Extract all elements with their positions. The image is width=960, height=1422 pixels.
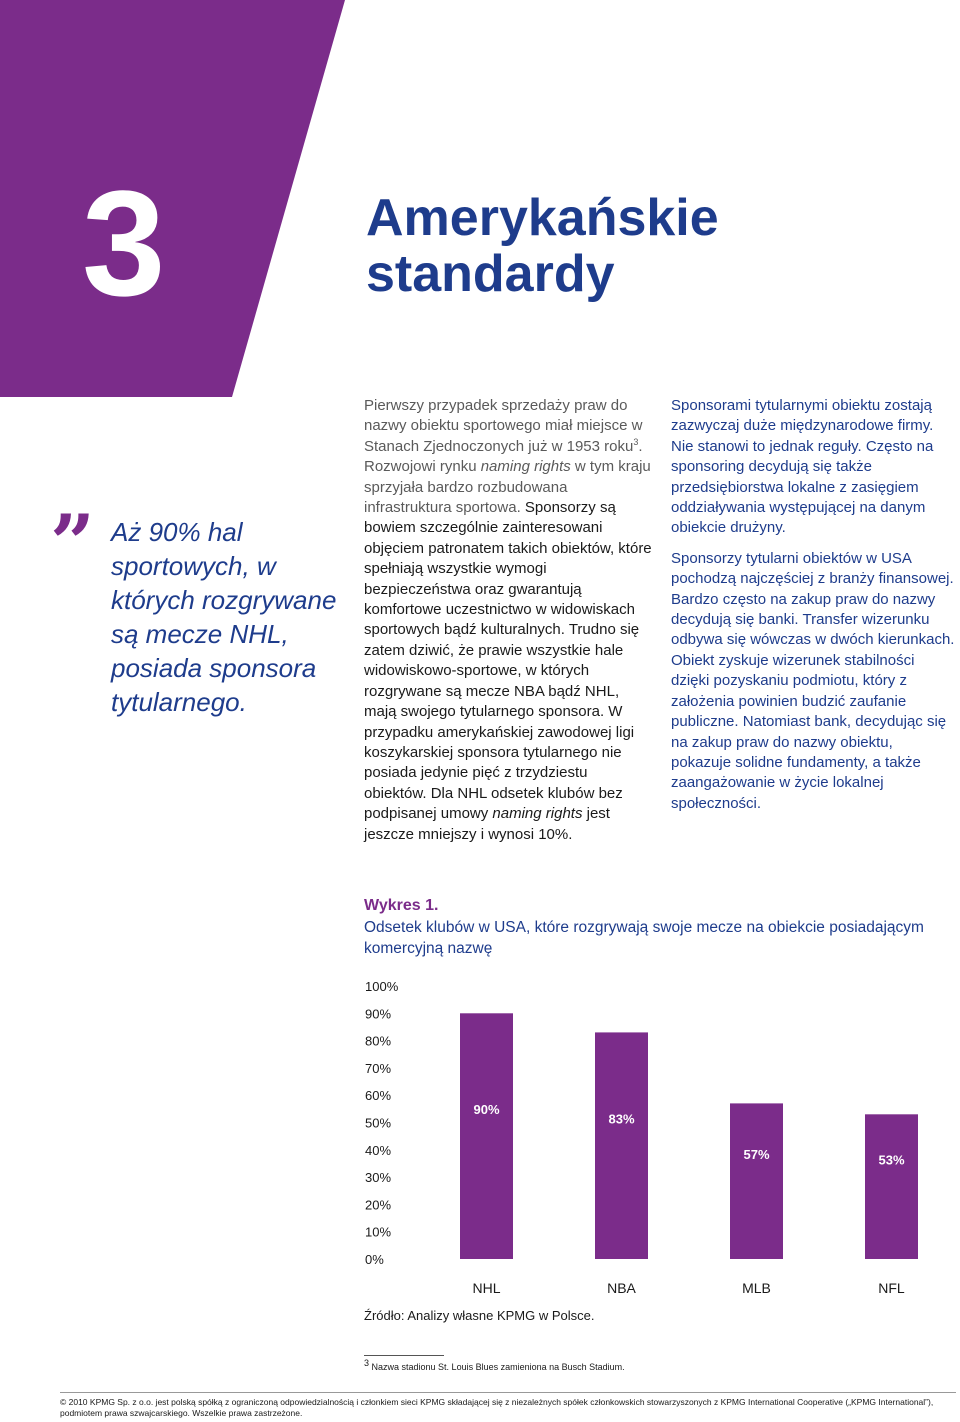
y-tick-label: 0% <box>365 1252 384 1267</box>
bar-mlb <box>730 1103 783 1259</box>
bar-value-label: 57% <box>743 1147 770 1163</box>
chapter-title <box>366 190 719 302</box>
footnote-text: Nazwa stadionu St. Louis Blues zamieniona na Busch Stadium. <box>369 1362 625 1372</box>
y-tick-label: 30% <box>365 1170 392 1186</box>
intro-text-end: w tym kraju sprzyjała bardzo rozbudowana infrastruktura sportowa. <box>364 458 651 517</box>
y-tick-label: 20% <box>365 1197 392 1213</box>
bar-nhl <box>460 1013 513 1259</box>
x-category-label: NHL <box>472 1280 501 1296</box>
bar-value-label: 90% <box>473 1102 500 1118</box>
y-tick-label: 100% <box>365 979 399 994</box>
chart-label: Wykres 1. <box>364 897 439 914</box>
y-tick-label: 10% <box>365 1224 392 1240</box>
bar-chart <box>360 975 940 1305</box>
bar-value-label: 83% <box>608 1111 635 1127</box>
y-tick-label: 70% <box>365 1060 392 1076</box>
footnote-ref: 3 <box>633 436 639 447</box>
chart-caption: Odsetek klubów w USA, które rozgrywają swoje mecze na obiekcie posiadającym komercyjną nazwę <box>364 919 924 957</box>
intro-text-italic: naming rights <box>480 458 571 476</box>
x-category-label: NBA <box>607 1280 636 1296</box>
bar-value-label: 53% <box>878 1152 905 1168</box>
chapter-title-line-2: standardy <box>366 245 615 303</box>
pullquote: Aż 90% hal sportowych, w których rozgrywane są mecze NHL, posiada sponsora tytularnego. <box>111 517 337 717</box>
body-paragraph <box>364 396 654 845</box>
chapter-title-line-1: Amerykańskie <box>366 189 719 247</box>
body-text: Sponsorzy są bowiem szczególnie zainteresowani objęciem patronatem takich obiektów, które spełniają wszystkie wymogi bezpieczeństwa oraz gwarantują komfortowe uczestnictwo w widowiskach sportowych bądź kulturalnych. Trudno się zatem dziwić, że prawie wszystkie hale widowiskowo-sportowe, w których rozgrywane są mecze NBA bądź NHL, mają swojego tytularnego sponsora. W przypadku amerykańskiej zawodowej ligi koszykarskiej sponsora tytularnego nie posiada jedynie pięć z trzydziestu obiektów. Dla NHL odsetek klubów bez podpisanej umowy <box>364 499 652 823</box>
x-category-label: MLB <box>742 1280 771 1296</box>
body-column-left <box>364 396 654 845</box>
footnote-number: 3 <box>364 1358 370 1368</box>
y-tick-label: 80% <box>365 1033 392 1049</box>
body-text-italic: naming rights <box>492 805 583 823</box>
chart-source: Źródło: Analizy własne KPMG w Polsce. <box>364 1308 595 1323</box>
copyright-divider <box>60 1392 956 1393</box>
bar-nfl <box>865 1114 918 1259</box>
y-tick-label: 40% <box>365 1142 392 1158</box>
intro-text-cont: . Rozwojowi rynku <box>364 437 643 476</box>
body-column-right <box>671 396 956 814</box>
y-tick-label: 90% <box>365 1006 392 1022</box>
copyright-notice: © 2010 KPMG Sp. z o.o. jest polską spółką z ograniczoną odpowiedzialnością i członkiem sieci KPMG składającej się z niezależnych spółek członkowskich stowarzyszonych z KPMG International Cooperative („KPMG International”), podmiotem prawa szwajcarskiego. Wszelkie prawa zastrzeżone. <box>60 1397 934 1418</box>
intro-text: Pierwszy przypadek sprzedaży praw do nazwy obiektu sportowego miał miejsce w Stanach Zjednoczonych już w 1953 roku <box>364 397 643 455</box>
x-category-label: NFL <box>878 1280 905 1296</box>
quote-mark-icon: ” <box>50 498 95 589</box>
body-text-end: jest jeszcze mniejszy i wynosi 10%. <box>364 805 610 843</box>
chapter-number: 3 <box>82 159 162 327</box>
footnote <box>364 1358 625 1372</box>
body-paragraph-1: Sponsorami tytularnymi obiektu zostają zazwyczaj duże międzynarodowe firmy. Nie stanowi to jednak reguły. Często na sponsoring decydują się także przedsiębiorstwa lokalne z zasięgiem oddziaływania występującej na danym obiekcie drużyny. <box>671 397 934 537</box>
y-tick-label: 60% <box>365 1088 392 1104</box>
bar-nba <box>595 1032 648 1259</box>
y-tick-label: 50% <box>365 1115 392 1131</box>
body-paragraph-2: Sponsorzy tytularni obiektów w USA pochodzą najczęściej z branży finansowej. Bardzo często na zakup praw do nazwy decydują się banki. Transfer wizerunku odbywa się wówczas w dwóch kierunkach. Obiekt zyskuje wizerunek stabilności dzięki pozyskaniu podmiotu, który z założenia powinien budzić zaufanie publiczne. Natomiast bank, decydując się na zakup praw do nazwy obiektu, pokazuje solidne fundamenty, a także zaangażowanie w życie lokalnej społeczności. <box>671 549 955 812</box>
footnote-divider <box>364 1355 444 1356</box>
